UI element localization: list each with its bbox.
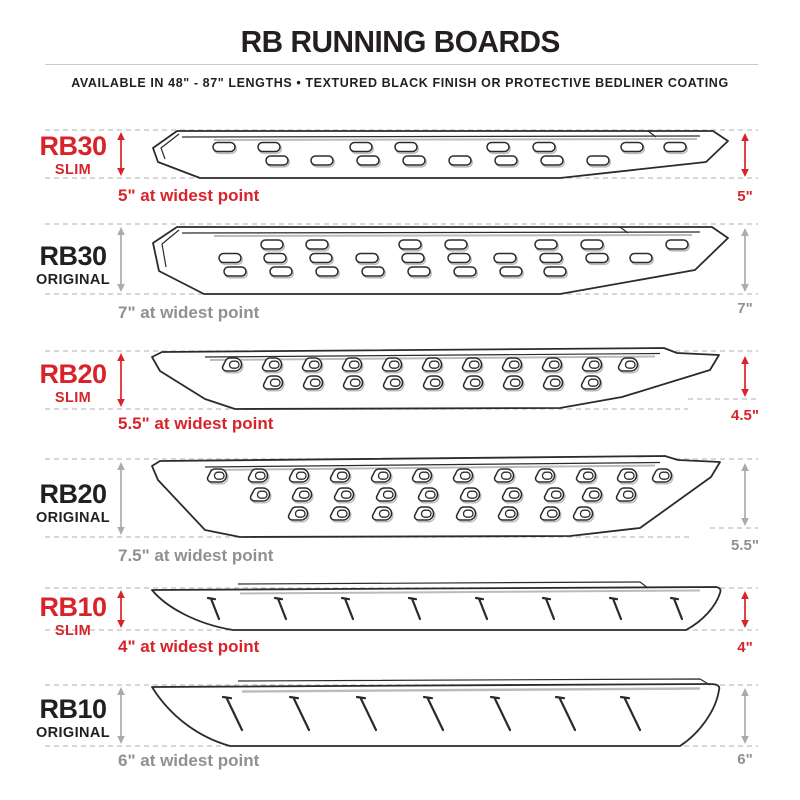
variant-label: SLIM: [54, 162, 92, 178]
widest-point-label: 7" at widest point: [118, 303, 260, 322]
height-label: 7": [737, 300, 753, 317]
height-label: 6": [737, 751, 753, 768]
section-rb20-slim-label: [27, 361, 119, 406]
section-rb10-slim-label: [27, 594, 119, 639]
board-rb10-original: [152, 679, 719, 746]
measurement-arrow: [741, 133, 749, 177]
height-label: 4": [737, 639, 753, 656]
variant-label: SLIM: [54, 390, 92, 406]
variant-label: ORIGINAL: [35, 510, 111, 526]
model-label: RB10: [39, 694, 107, 724]
widest-point-label: 5.5" at widest point: [118, 414, 274, 433]
widest-point-label: 4" at widest point: [118, 637, 260, 656]
model-label: RB30: [39, 241, 107, 271]
measurement-arrow: [741, 228, 749, 292]
section-rb20-original-label: [27, 481, 119, 526]
widest-point-label: 7.5" at widest point: [118, 546, 274, 565]
measurement-arrow: [741, 688, 749, 744]
board-rb10-slim: [152, 582, 721, 630]
board-rb20-slim: [152, 348, 719, 409]
measurement-arrow: [741, 591, 749, 628]
model-label: RB30: [39, 131, 107, 161]
variant-label: ORIGINAL: [35, 272, 111, 288]
height-label: 4.5": [731, 407, 759, 424]
section-rb10-original-label: [27, 696, 119, 741]
measurement-arrow: [741, 356, 749, 397]
page-title: RB RUNNING BOARDS: [240, 24, 560, 59]
page-subtitle: AVAILABLE IN 48" - 87" LENGTHS • TEXTURED BLACK FINISH OR PROTECTIVE BEDLINER COATING: [71, 76, 729, 90]
widest-point-label: 5" at widest point: [118, 186, 260, 205]
variant-label: ORIGINAL: [35, 725, 111, 741]
board-rb30-original: [153, 227, 728, 294]
board-rb20-original: [152, 456, 720, 537]
measurement-arrow: [741, 463, 749, 526]
section-rb30-slim-label: [27, 133, 119, 178]
widest-point-label: 6" at widest point: [118, 751, 260, 770]
model-label: RB20: [39, 359, 107, 389]
section-rb30-original-label: [27, 243, 119, 288]
model-label: RB10: [39, 592, 107, 622]
variant-label: SLIM: [54, 623, 92, 639]
model-label: RB20: [39, 479, 107, 509]
board-rb30-slim: [153, 131, 728, 178]
height-label: 5": [737, 188, 753, 205]
height-label: 5.5": [731, 537, 759, 554]
